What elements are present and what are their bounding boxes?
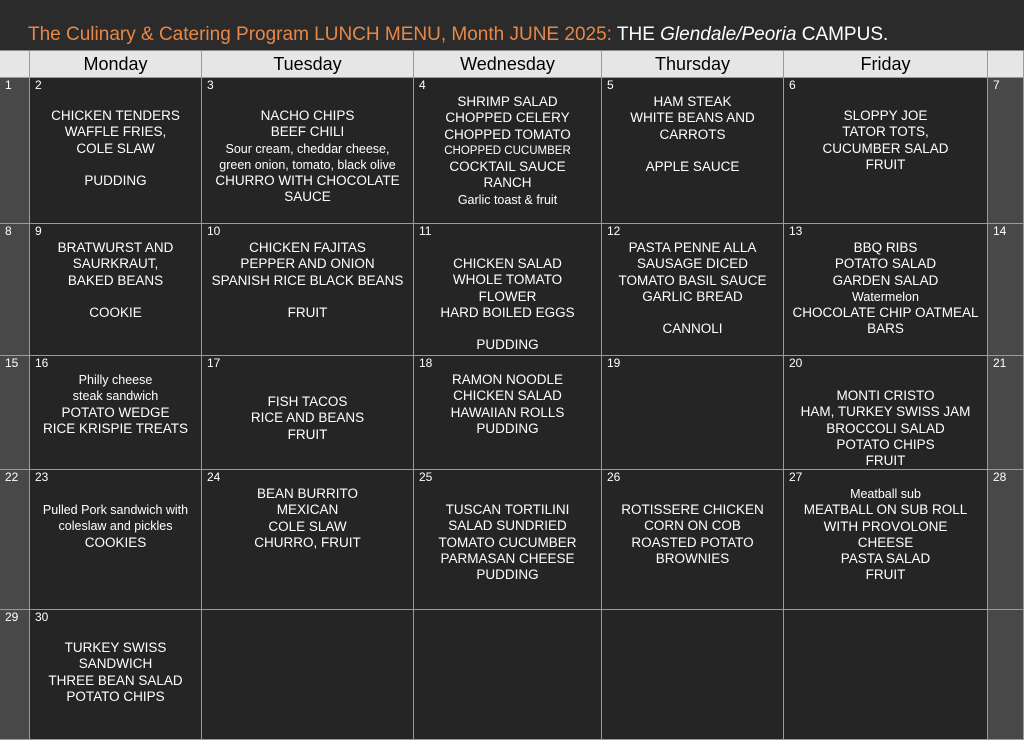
- menu-line: coleslaw and pickles: [58, 519, 173, 534]
- day-cell-saturday: [988, 224, 1024, 356]
- day-cell-sunday: [0, 610, 30, 740]
- day-cell-tuesday: [202, 356, 414, 470]
- day-cell-monday: [30, 610, 202, 740]
- menu-line: HAWAIIAN ROLLS: [450, 404, 565, 420]
- menu-line: TATOR TOTS,: [842, 124, 929, 140]
- day-cell-thursday: [602, 470, 784, 610]
- menu-line: TOMATO CUCUMBER: [438, 534, 577, 550]
- day-cell-wednesday: [414, 78, 602, 224]
- day-cell-friday: [784, 356, 988, 470]
- menu-line: steak sandwich: [72, 389, 159, 404]
- menu-line: [602, 143, 783, 159]
- menu-line: MEXICAN: [276, 502, 339, 518]
- menu-line: SAUCE: [284, 189, 331, 205]
- menu-line: PUDDING: [476, 567, 539, 583]
- day-number: 23: [35, 470, 49, 484]
- menu-items: [784, 240, 987, 338]
- header-monday: Monday: [30, 51, 202, 78]
- menu-line: COCKTAIL SAUCE: [449, 159, 566, 175]
- menu-line: RICE KRISPIE TREATS: [42, 420, 189, 436]
- menu-line: PARMASAN CHEESE: [440, 550, 575, 566]
- menu-line: MEATBALL ON SUB ROLL: [803, 502, 968, 518]
- menu-line: SALAD SUNDRIED: [448, 518, 567, 534]
- day-number: 4: [419, 78, 426, 92]
- menu-line: WAFFLE FRIES,: [64, 124, 167, 140]
- day-number: 12: [607, 224, 621, 238]
- menu-line: [202, 289, 413, 305]
- menu-line: SAURKRAUT,: [72, 256, 159, 272]
- menu-items: [30, 502, 201, 551]
- day-cell-saturday: [988, 78, 1024, 224]
- day-number: 24: [207, 470, 221, 484]
- day-cell-wednesday: [414, 470, 602, 610]
- day-cell-thursday: [602, 224, 784, 356]
- menu-line: Meatball sub: [850, 487, 921, 501]
- header-sunday: [0, 51, 30, 78]
- menu-line: CUCUMBER SALAD: [822, 140, 949, 156]
- menu-line: COOKIES: [84, 534, 147, 550]
- menu-items: [414, 94, 601, 208]
- menu-items: [202, 486, 413, 551]
- day-cell-friday: [784, 610, 988, 740]
- header-tuesday: Tuesday: [202, 51, 414, 78]
- menu-line: ROTISSERE CHICKEN: [621, 502, 764, 517]
- calendar-grid: [0, 50, 1024, 740]
- menu-line: SAUSAGE DICED: [636, 256, 749, 272]
- menu-line: green onion, tomato, black olive: [219, 157, 396, 172]
- menu-line: Pulled Pork sandwich with: [42, 503, 189, 517]
- menu-items: [602, 502, 783, 567]
- menu-line: BROWNIES: [655, 550, 730, 566]
- menu-line: SLOPPY JOE: [843, 108, 928, 123]
- day-number: 1: [5, 78, 12, 92]
- menu-line: BAKED BEANS: [67, 272, 164, 288]
- menu-line: ROASTED POTATO: [631, 534, 754, 550]
- header-friday: Friday: [784, 51, 988, 78]
- menu-line: BROCCOLI SALAD: [826, 420, 945, 436]
- menu-line: MONTI CRISTO: [836, 388, 935, 403]
- menu-line: FISH TACOS: [267, 394, 348, 409]
- menu-line: FRUIT: [287, 426, 328, 442]
- menu-line: FRUIT: [865, 567, 906, 583]
- menu-line: CHICKEN TENDERS: [51, 108, 180, 123]
- menu-line: WITH PROVOLONE: [823, 518, 948, 534]
- day-number: 9: [35, 224, 42, 238]
- day-number: 10: [207, 224, 221, 238]
- menu-line: COLE SLAW: [268, 518, 347, 534]
- menu-line: Philly cheese: [78, 373, 153, 387]
- menu-items: [202, 240, 413, 321]
- menu-items: [784, 108, 987, 173]
- day-number: 16: [35, 356, 49, 370]
- menu-line: GARDEN SALAD: [832, 272, 939, 288]
- menu-items: [602, 240, 783, 338]
- menu-line: RAMON NOODLE: [451, 372, 563, 387]
- menu-items: [30, 640, 201, 705]
- menu-line: SHRIMP SALAD: [457, 94, 558, 109]
- day-number: 15: [5, 356, 19, 370]
- day-cell-friday: [784, 470, 988, 610]
- menu-items: [30, 240, 201, 321]
- menu-items: [202, 394, 413, 443]
- day-cell-saturday: [988, 356, 1024, 470]
- menu-items: [202, 108, 413, 206]
- menu-items: [414, 502, 601, 583]
- menu-line: POTATO CHIPS: [836, 436, 935, 452]
- menu-items: [784, 388, 987, 469]
- menu-line: TOMATO BASIL SAUCE: [618, 272, 767, 288]
- menu-line: RICE AND BEANS: [250, 410, 365, 426]
- menu-line: APPLE SAUCE: [645, 159, 740, 175]
- menu-items: [30, 372, 201, 437]
- menu-line: BEAN BURRITO: [256, 486, 359, 501]
- day-cell-sunday: [0, 470, 30, 610]
- menu-line: RANCH: [483, 175, 532, 191]
- day-number: 28: [993, 470, 1007, 484]
- menu-line: WHITE BEANS AND: [630, 110, 755, 126]
- title-campus-suffix: CAMPUS.: [796, 24, 889, 45]
- day-number: 22: [5, 470, 19, 484]
- menu-line: TURKEY SWISS: [64, 640, 167, 655]
- menu-line: CHICKEN SALAD: [453, 256, 562, 271]
- day-cell-friday: [784, 224, 988, 356]
- menu-line: CHOPPED CELERY: [445, 110, 570, 126]
- day-cell-monday: [30, 356, 202, 470]
- day-number: 7: [993, 78, 1000, 92]
- menu-line: PASTA SALAD: [840, 551, 931, 567]
- day-cell-monday: [30, 470, 202, 610]
- menu-line: CHURRO WITH CHOCOLATE: [215, 173, 400, 189]
- menu-line: CORN ON COB: [644, 518, 741, 534]
- menu-line: FRUIT: [865, 156, 906, 172]
- menu-line: Watermelon: [852, 289, 919, 304]
- menu-line: GARLIC BREAD: [642, 288, 743, 304]
- menu-items: [414, 372, 601, 437]
- menu-line: PUDDING: [84, 173, 147, 189]
- day-cell-thursday: [602, 610, 784, 740]
- day-number: 21: [993, 356, 1007, 370]
- day-number: 27: [789, 470, 803, 484]
- menu-line: CHOCOLATE CHIP OATMEAL: [792, 305, 979, 321]
- page-title: [28, 22, 888, 48]
- menu-line: CHICKEN SALAD: [453, 388, 562, 404]
- menu-line: Sour cream, cheddar cheese,: [225, 141, 390, 156]
- day-number: 29: [5, 610, 19, 624]
- day-number: 14: [993, 224, 1007, 238]
- header-wednesday: Wednesday: [414, 51, 602, 78]
- day-number: 11: [419, 224, 432, 238]
- menu-line: CHEESE: [857, 534, 914, 550]
- day-number: 13: [789, 224, 803, 238]
- menu-line: BEEF CHILI: [270, 124, 345, 140]
- header-thursday: Thursday: [602, 51, 784, 78]
- day-number: 18: [419, 356, 433, 370]
- day-cell-wednesday: [414, 356, 602, 470]
- day-number: 6: [789, 78, 796, 92]
- day-number: 20: [789, 356, 803, 370]
- day-cell-thursday: [602, 356, 784, 470]
- menu-line: PASTA PENNE ALLA: [628, 240, 757, 255]
- day-cell-thursday: [602, 78, 784, 224]
- menu-items: [30, 108, 201, 189]
- menu-line: FLOWER: [478, 288, 537, 304]
- menu-line: CARROTS: [659, 126, 726, 142]
- menu-line: PEPPER AND ONION: [240, 256, 375, 272]
- menu-line: COOKIE: [89, 305, 142, 321]
- menu-line: PUDDING: [476, 337, 539, 353]
- day-number: 3: [207, 78, 214, 92]
- day-cell-monday: [30, 224, 202, 356]
- day-cell-wednesday: [414, 610, 602, 740]
- day-cell-tuesday: [202, 610, 414, 740]
- day-number: 2: [35, 78, 42, 92]
- day-number: 17: [207, 356, 221, 370]
- day-cell-wednesday: [414, 224, 602, 356]
- title-program: The Culinary & Catering Program LUNCH MENU, Month JUNE 2025:: [28, 24, 612, 45]
- day-cell-monday: [30, 78, 202, 224]
- menu-line: FRUIT: [865, 453, 906, 469]
- title-campus: Glendale/Peoria: [660, 24, 797, 45]
- menu-items: [784, 486, 987, 584]
- menu-line: POTATO CHIPS: [66, 688, 165, 704]
- menu-line: BBQ RIBS: [853, 240, 918, 255]
- day-number: 8: [5, 224, 12, 238]
- menu-line: CHOPPED CUCUMBER: [444, 144, 571, 157]
- day-cell-sunday: [0, 356, 30, 470]
- menu-line: CHOPPED TOMATO: [444, 126, 571, 142]
- menu-line: THREE BEAN SALAD: [48, 672, 183, 688]
- menu-line: POTATO SALAD: [834, 256, 937, 272]
- menu-items: [414, 256, 601, 354]
- day-cell-sunday: [0, 224, 30, 356]
- menu-line: BARS: [867, 321, 904, 337]
- menu-line: HARD BOILED EGGS: [440, 304, 575, 320]
- menu-line: SANDWICH: [78, 656, 153, 672]
- menu-line: FRUIT: [287, 305, 328, 321]
- menu-line: CHURRO, FRUIT: [254, 534, 361, 550]
- day-cell-friday: [784, 78, 988, 224]
- day-cell-saturday: [988, 470, 1024, 610]
- day-number: 26: [607, 470, 621, 484]
- menu-line: POTATO WEDGE: [61, 404, 170, 420]
- menu-line: HAM STEAK: [653, 94, 732, 109]
- menu-line: HAM, TURKEY SWISS JAM: [800, 404, 971, 420]
- menu-line: [30, 289, 201, 305]
- menu-line: WHOLE TOMATO: [452, 272, 563, 288]
- day-number: 25: [419, 470, 433, 484]
- menu-line: BRATWURST AND: [57, 240, 174, 255]
- title-the: THE: [611, 24, 661, 45]
- menu-line: COLE SLAW: [76, 140, 155, 156]
- menu-line: [30, 157, 201, 173]
- header-saturday: [988, 51, 1024, 78]
- menu-line: CANNOLI: [662, 321, 723, 337]
- day-number: 19: [607, 356, 621, 370]
- day-cell-tuesday: [202, 470, 414, 610]
- menu-line: NACHO CHIPS: [260, 108, 355, 123]
- day-cell-tuesday: [202, 224, 414, 356]
- menu-line: TUSCAN TORTILINI: [445, 502, 570, 517]
- day-cell-tuesday: [202, 78, 414, 224]
- day-number: 5: [607, 78, 614, 92]
- menu-line: SPANISH RICE BLACK BEANS: [211, 272, 404, 288]
- menu-line: [602, 305, 783, 321]
- menu-line: Garlic toast & fruit: [457, 192, 558, 207]
- menu-line: [414, 321, 601, 337]
- menu-items: [602, 94, 783, 175]
- day-cell-saturday: [988, 610, 1024, 740]
- menu-line: PUDDING: [476, 420, 539, 436]
- day-number: 30: [35, 610, 49, 624]
- menu-line: CHICKEN FAJITAS: [249, 240, 366, 255]
- day-cell-sunday: [0, 78, 30, 224]
